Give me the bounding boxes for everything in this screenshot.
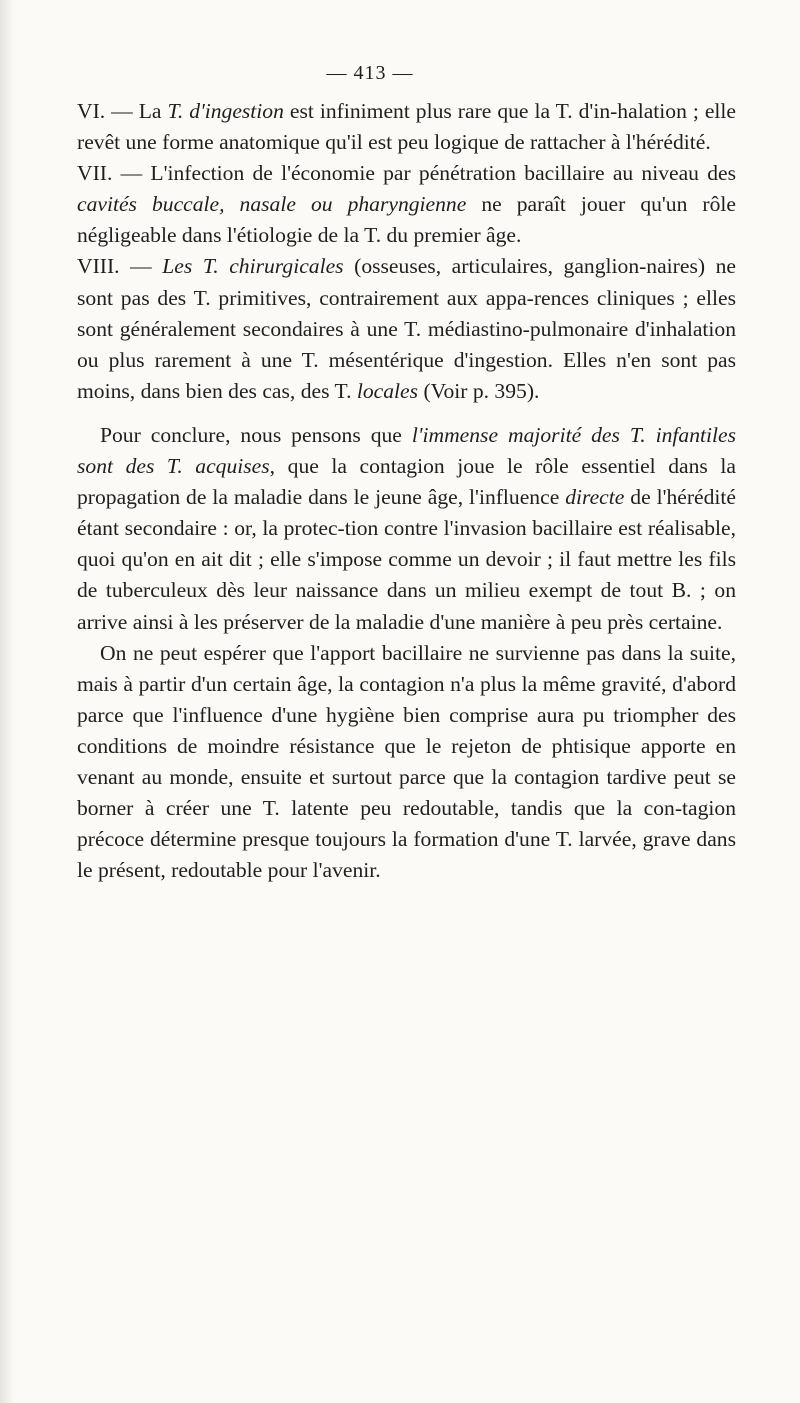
paragraph-viii-text-1: VIII. — [77,254,163,279]
conclusion-italic-2: directe [565,485,625,510]
paragraph-vi-italic: T. d'ingestion [167,99,284,123]
page-edge-shadow [0,0,14,1403]
paragraph-viii-text-2: (osseuses, articulaires, ganglion-naires) ne sont pas des T. primitives, contrairement aux appa-rences cliniques ; elles sont généralement secondaires à une T. médiastino-pulmonaire d'inhalation ou plus rarement à une T. mésentérique d'ingestion. Elles n'en sont pas moins, dans bien des cas, des T. [77,254,736,403]
paragraph-viii-italic-2: locales [356,378,419,403]
conclusion-text-3: de l'hérédité étant secondaire : or, la protec-tion contre l'invasion bacillaire est réalisable, quoi qu'on en ait dit ; elle s'impose comme un devoir ; il faut mettre les fils de tuberculeux dès leur naissance dans un milieu exempt de tout B. ; on arrive ainsi à les préserver de la maladie d'une manière à peu près certaine. [77,485,736,634]
paragraph-vii [77,158,736,251]
paragraph-vi [77,96,736,158]
paragraph-vi-text-2: est infiniment plus rare que la T. d'in-halation ; elle revêt une forme anatomique qu'il est peu logique de rattacher à l'hérédité. [77,99,737,155]
conclusion-text-2: , que la contagion joue le rôle essentiel dans la propagation de la maladie dans le jeune âge, l'influence [77,454,736,510]
page-body [77,96,736,886]
paragraph-viii-italic-1: Les T. chirurgicales [162,254,344,279]
conclusion-text-1: Pour conclure, nous pensons que [100,422,412,447]
paragraph-conclusion [77,420,736,638]
paragraph-vii-text-1: VII. — L'infection de l'économie par pénétration bacillaire au niveau des [77,161,736,186]
paragraph-viii-text-3: (Voir p. 395). [418,378,540,403]
paragraph-final: On ne peut espérer que l'apport bacillaire ne survienne pas dans la suite, mais à partir d'un certain âge, la contagion n'a plus la même gravité, d'abord parce que l'influence d'une hygiène bien comprise aura pu triompher des conditions de moindre résistance que le rejeton de phtisique apporte en venant au monde, ensuite et surtout parce que la contagion tardive peut se borner à créer une T. latente peu redoutable, tandis que la con-tagion précoce détermine presque toujours la formation d'une T. larvée, grave dans le présent, redoutable pour l'avenir. [77,640,736,883]
paragraph-viii [77,251,736,406]
conclusion-italic-1: l'immense majorité des T. infantiles sont des T. acquises [77,422,736,479]
paragraph-vii-text-2: ne paraît jouer qu'un rôle négligeable dans l'étiologie de la T. du premier âge. [77,192,737,248]
page-number: — 413 — [326,62,414,84]
paragraph-vi-text-1: VI. — La [77,99,168,123]
paragraph-vii-italic: cavités buccale, nasale ou pharyngienne [77,192,467,217]
